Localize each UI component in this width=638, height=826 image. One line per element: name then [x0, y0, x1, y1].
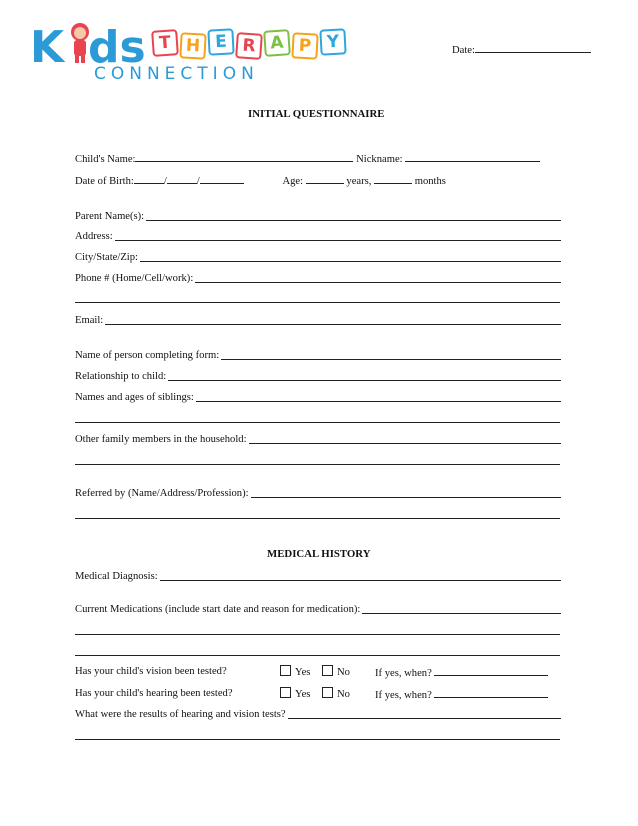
- therapy-tile-3: E: [207, 28, 234, 55]
- email-field[interactable]: Email:: [75, 314, 561, 327]
- logo-connection: CONNECTION: [94, 64, 259, 84]
- vision-no-checkbox[interactable]: [322, 665, 333, 676]
- vision-row: Has your child's vision been tested?: [75, 666, 227, 677]
- referred-extra-line[interactable]: [75, 518, 560, 519]
- vision-when-field[interactable]: If yes, when?: [375, 665, 548, 680]
- test-results-extra-line[interactable]: [75, 739, 560, 740]
- city-state-zip-field[interactable]: City/State/Zip:: [75, 251, 561, 264]
- medications-field[interactable]: Current Medications (include start date and reason for medication):: [75, 603, 561, 616]
- vision-yes-option[interactable]: Yes: [280, 665, 310, 679]
- hearing-yes-checkbox[interactable]: [280, 687, 291, 698]
- dob-age-row[interactable]: Date of Birth: / / Age: years, months: [75, 173, 446, 188]
- siblings-field[interactable]: Names and ages of siblings:: [75, 391, 561, 404]
- therapy-tile-5: A: [263, 29, 291, 57]
- hearing-row: Has your child's hearing been tested?: [75, 688, 233, 699]
- date-field[interactable]: Date:: [452, 42, 591, 57]
- page-title: INITIAL QUESTIONNAIRE: [248, 108, 385, 120]
- parent-names-field[interactable]: Parent Name(s):: [75, 210, 561, 223]
- svg-text:ds: ds: [88, 22, 146, 73]
- completing-person-field[interactable]: Name of person completing form:: [75, 349, 561, 362]
- other-family-field[interactable]: Other family members in the household:: [75, 433, 561, 446]
- therapy-tile-7: Y: [319, 28, 346, 55]
- test-results-field[interactable]: What were the results of hearing and vision tests?: [75, 708, 561, 721]
- medical-history-heading: MEDICAL HISTORY: [267, 548, 371, 560]
- therapy-tile-6: P: [291, 32, 318, 59]
- hearing-no-checkbox[interactable]: [322, 687, 333, 698]
- therapy-tile-1: T: [151, 29, 179, 57]
- other-family-extra-line[interactable]: [75, 464, 560, 465]
- vision-no-option[interactable]: No: [322, 665, 350, 679]
- hearing-no-option[interactable]: No: [322, 687, 350, 701]
- medications-extra-line-2[interactable]: [75, 655, 560, 656]
- address-field[interactable]: Address:: [75, 230, 561, 243]
- therapy-tile-4: R: [235, 32, 263, 60]
- hearing-when-field[interactable]: If yes, when?: [375, 687, 548, 702]
- hearing-yes-option[interactable]: Yes: [280, 687, 310, 701]
- referred-by-field[interactable]: Referred by (Name/Address/Profession):: [75, 487, 561, 500]
- medications-extra-line-1[interactable]: [75, 634, 560, 635]
- relationship-field[interactable]: Relationship to child:: [75, 370, 561, 383]
- phone-extra-line[interactable]: [75, 302, 560, 303]
- therapy-tile-2: H: [179, 32, 206, 59]
- siblings-extra-line[interactable]: [75, 422, 560, 423]
- child-name-row[interactable]: Child's Name: Nickname:: [75, 151, 540, 166]
- phone-field[interactable]: Phone # (Home/Cell/work):: [75, 272, 561, 285]
- diagnosis-field[interactable]: Medical Diagnosis:: [75, 570, 561, 583]
- svg-text:K: K: [30, 22, 65, 73]
- vision-yes-checkbox[interactable]: [280, 665, 291, 676]
